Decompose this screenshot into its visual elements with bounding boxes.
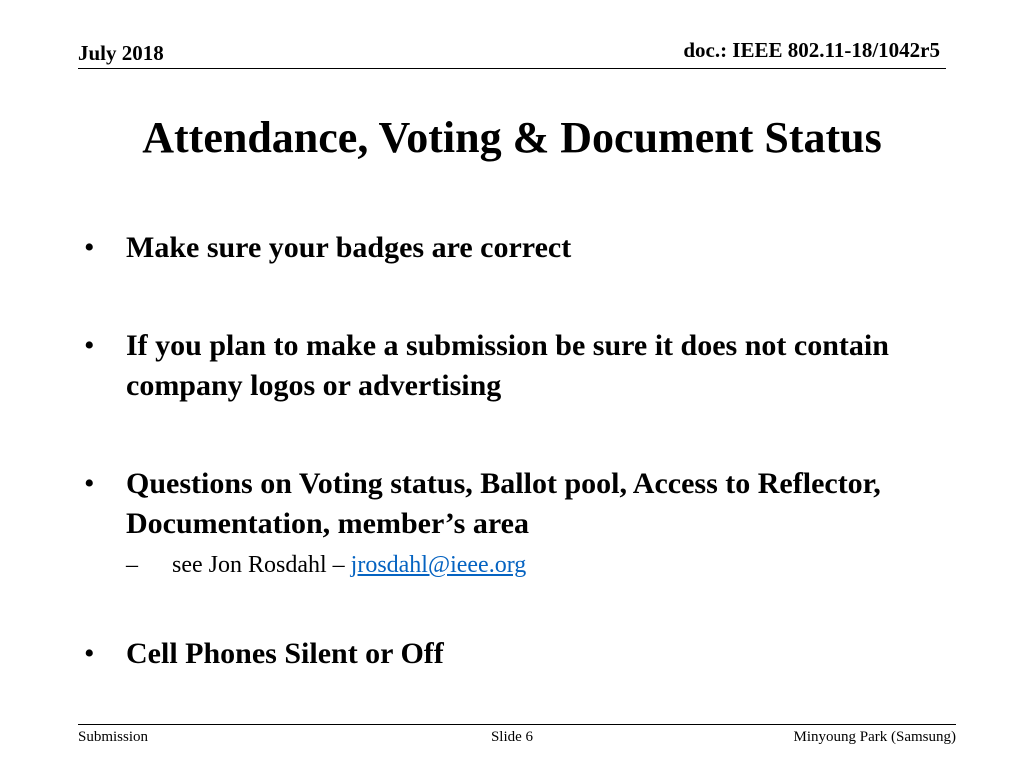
header-date: July 2018 bbox=[78, 41, 164, 65]
bullet-text: Make sure your badges are correct bbox=[126, 231, 572, 264]
sub-bullet-text: see Jon Rosdahl – bbox=[172, 552, 351, 578]
bullet-text: Questions on Voting status, Ballot pool, Access to Reflector, Documentation, member’s area bbox=[126, 467, 881, 540]
slide-title: Attendance, Voting & Document Status bbox=[142, 113, 882, 162]
dash-icon: – bbox=[126, 552, 138, 578]
footer-divider bbox=[78, 724, 956, 725]
email-link[interactable]: jrosdahl@ieee.org bbox=[350, 552, 527, 578]
sub-bullet-contact bbox=[126, 550, 944, 580]
footer-submission: Submission bbox=[78, 729, 149, 745]
bullet-text: If you plan to make a submission be sure it does not contain company logos or advertising bbox=[126, 329, 889, 402]
footer-author: Minyoung Park (Samsung) bbox=[793, 729, 956, 745]
bullet-dot-icon: • bbox=[84, 637, 95, 670]
bullet-dot-icon: • bbox=[84, 231, 95, 264]
header-divider bbox=[78, 68, 946, 69]
bullet-item-badges bbox=[84, 228, 944, 268]
bullet-list bbox=[84, 228, 944, 674]
bullet-item-submission bbox=[84, 326, 944, 406]
header-doc-id: doc.: IEEE 802.11-18/1042r5 bbox=[683, 38, 940, 62]
bullet-item-phones bbox=[84, 634, 944, 674]
bullet-dot-icon: • bbox=[84, 467, 95, 500]
footer-slide-number: Slide 6 bbox=[490, 729, 534, 745]
bullet-text: Cell Phones Silent or Off bbox=[126, 637, 444, 670]
bullet-item-questions bbox=[84, 464, 944, 580]
bullet-dot-icon: • bbox=[84, 329, 95, 362]
